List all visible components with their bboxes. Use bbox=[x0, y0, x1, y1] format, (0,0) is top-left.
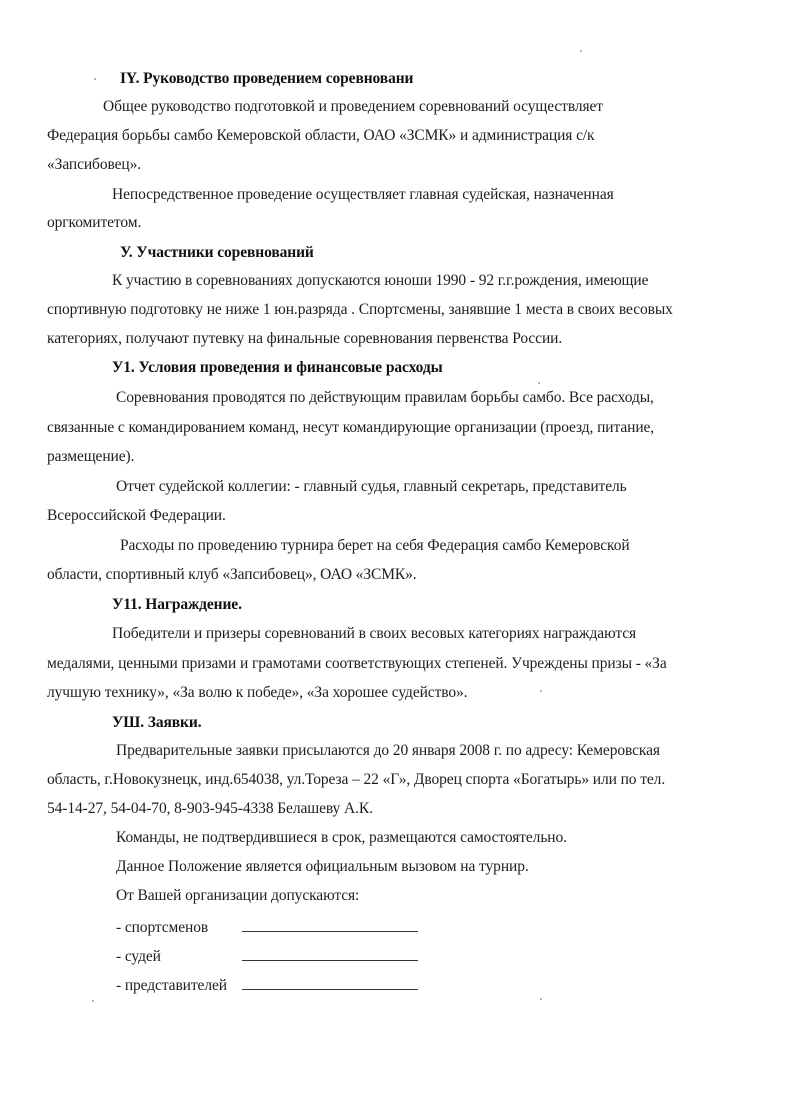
judges-blank-line[interactable] bbox=[242, 946, 418, 961]
section-iv-paragraph-line: Федерация борьбы самбо Кемеровской области, ОАО «ЗСМК» и администрация с/к bbox=[47, 127, 595, 144]
section-viii-paragraph: Данное Положение является официальным вызовом на турнир. bbox=[116, 858, 529, 875]
scan-speck bbox=[580, 50, 582, 52]
section-vi-paragraph-line: размещение). bbox=[47, 448, 135, 465]
athletes-field bbox=[116, 917, 418, 938]
scan-speck bbox=[540, 998, 542, 1000]
section-vii-heading: У11. Награждение. bbox=[112, 596, 242, 613]
section-vi-paragraph-line: Соревнования проводятся по действующим правилам борьбы самбо. Все расходы, bbox=[116, 389, 654, 406]
judges-field-label: - судей bbox=[116, 948, 161, 965]
section-vi-paragraph-line: Отчет судейской коллегии: - главный судья, главный секретарь, представитель bbox=[116, 478, 627, 495]
section-vi-paragraph-line: связанные с командированием команд, несут командирующие организации (проезд, питание, bbox=[47, 419, 655, 436]
section-iv-heading: IY. Руководство проведением соревновани bbox=[120, 70, 414, 87]
scan-speck bbox=[94, 78, 96, 80]
section-vi-heading: У1. Условия проведения и финансовые расходы bbox=[112, 359, 443, 376]
representatives-field bbox=[116, 975, 418, 996]
scan-speck bbox=[538, 382, 540, 384]
section-v-paragraph-line: спортивную подготовку не ниже 1 юн.разряда . Спортсмены, занявшие 1 места в своих весовых bbox=[47, 301, 673, 318]
section-v-heading: У. Участники соревнований bbox=[120, 244, 314, 261]
section-vii-paragraph-line: лучшую технику», «За волю к победе», «За хорошее судейство». bbox=[47, 684, 468, 701]
section-vi-paragraph-line: Всероссийской Федерации. bbox=[47, 507, 226, 524]
section-viii-paragraph-line: область, г.Новокузнецк, инд.654038, ул.Тореза – 22 «Г», Дворец спорта «Богатырь» или по тел. bbox=[47, 771, 666, 788]
section-iv-paragraph-line: Общее руководство подготовкой и проведением соревнований осуществляет bbox=[103, 98, 603, 115]
section-viii-paragraph-line: 54-14-27, 54-04-70, 8-903-945-4338 Белашеву А.К. bbox=[47, 800, 373, 817]
section-viii-paragraph: Команды, не подтвердившиеся в срок, размещаются самостоятельно. bbox=[116, 829, 567, 846]
section-vi-paragraph-line: Расходы по проведению турнира берет на себя Федерация самбо Кемеровской bbox=[120, 537, 630, 554]
section-viii-heading: УШ. Заявки. bbox=[112, 714, 202, 731]
section-viii-paragraph-line: Предварительные заявки присылаются до 20 января 2008 г. по адресу: Кемеровская bbox=[116, 742, 660, 759]
section-iv-paragraph-line: оргкомитетом. bbox=[47, 214, 142, 231]
section-iv-paragraph-line: Непосредственное проведение осуществляет главная судейская, назначенная bbox=[112, 186, 614, 203]
representatives-blank-line[interactable] bbox=[242, 975, 418, 990]
representatives-field-label: - представителей bbox=[116, 977, 227, 994]
scan-speck bbox=[540, 690, 542, 692]
section-v-paragraph-line: категориях, получают путевку на финальные соревнования первенства России. bbox=[47, 330, 563, 347]
section-v-paragraph-line: К участию в соревнованиях допускаются юноши 1990 - 92 г.г.рождения, имеющие bbox=[112, 272, 649, 289]
section-iv-paragraph-line: «Запсибовец». bbox=[47, 156, 142, 173]
section-vi-paragraph-line: области, спортивный клуб «Запсибовец», ОАО «ЗСМК». bbox=[47, 566, 417, 583]
scan-speck bbox=[92, 1000, 94, 1002]
section-viii-paragraph: От Вашей организации допускаются: bbox=[116, 887, 360, 904]
athletes-field-label: - спортсменов bbox=[116, 919, 209, 936]
judges-field bbox=[116, 946, 418, 967]
section-vii-paragraph-line: Победители и призеры соревнований в своих весовых категориях награждаются bbox=[112, 625, 637, 642]
athletes-blank-line[interactable] bbox=[242, 917, 418, 932]
section-vii-paragraph-line: медалями, ценными призами и грамотами соответствующих степеней. Учреждены призы - «За bbox=[47, 655, 667, 672]
